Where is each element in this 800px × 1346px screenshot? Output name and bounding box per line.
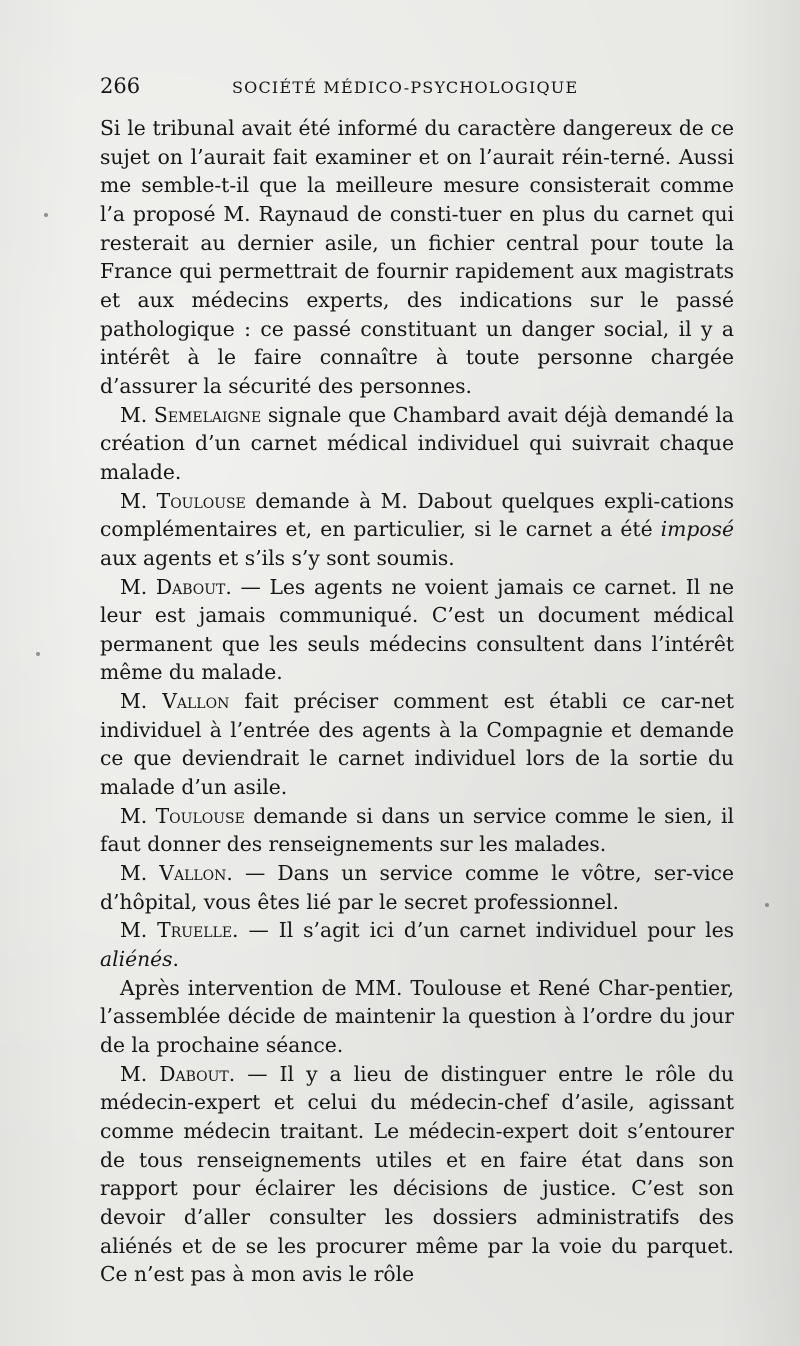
paragraph-text: . xyxy=(172,947,179,972)
emphasis-text: aliénés xyxy=(100,947,173,972)
paragraph-text: Après intervention de MM. Toulouse et René Char-pentier, l’assemblée décide de maintenir la question à l’ordre du jour de la prochaine séance. xyxy=(100,975,734,1057)
ink-speck xyxy=(44,213,48,217)
ink-speck xyxy=(765,903,769,907)
paragraph-text: — Il s’agit ici d’un carnet individuel pour les xyxy=(238,918,734,943)
paragraph xyxy=(100,401,734,487)
running-title: SOCIÉTÉ MÉDICO-PSYCHOLOGIQUE xyxy=(232,78,579,97)
speaker-name: M. Dabout. xyxy=(120,574,232,599)
paragraph-text: demande à M. Dabout quelques expli-cations complémentaires et, en particulier, si le carnet a été xyxy=(100,488,734,542)
running-head xyxy=(100,74,734,104)
paragraph xyxy=(100,974,734,1060)
paragraph xyxy=(100,114,734,401)
paragraph-text: — Dans un service comme le vôtre, ser-vice d’hôpital, vous êtes lié par le secret professionnel. xyxy=(100,861,734,914)
ink-speck xyxy=(36,652,40,656)
paragraph-text: demande si dans un service comme le sien, il faut donner des renseignements sur les malades. xyxy=(100,803,734,857)
speaker-name: M. Dabout. xyxy=(120,1061,236,1086)
paragraph-text: — Les agents ne voient jamais ce carnet. Il ne leur est jamais communiqué. C’est un document médical permanent que les seuls médecins consultent dans l’intérêt même du malade. xyxy=(100,574,735,685)
paragraph xyxy=(100,487,734,573)
page-number: 266 xyxy=(100,74,141,98)
paragraph-text: signale que Chambard avait déjà demandé la création d’un carnet médical individuel qui suivrait chaque malade. xyxy=(100,402,734,484)
speaker-name: M. Toulouse xyxy=(120,488,246,513)
paragraph xyxy=(100,859,734,916)
paragraph-text: — Il y a lieu de distinguer entre le rôle du médecin-expert et celui du médecin-chef d’asile, agissant comme médecin traitant. Le médecin-expert doit s’entourer de tous renseignements utiles et en faire état dans son rapport pour éclairer les décisions de justice. C’est son devoir d’aller consulter les dossiers administratifs des aliénés et de se les procurer même par la voie du parquet. Ce n’est pas à mon avis le rôle xyxy=(100,1061,734,1287)
book-page xyxy=(100,74,734,1289)
emphasis-text: imposé xyxy=(660,517,734,542)
paragraph xyxy=(100,916,734,973)
paragraph-text: fait préciser comment est établi ce car-net individuel à l’entrée des agents à la Compagnie et demande ce que deviendrait le carnet individuel lors de la sortie du malade d’un asile. xyxy=(100,689,734,800)
paragraph xyxy=(100,687,734,802)
paragraph xyxy=(100,802,734,859)
speaker-name: M. Vallon xyxy=(120,689,230,714)
speaker-name: M. Truelle. xyxy=(120,918,239,943)
speaker-name: M. Semelaigne xyxy=(120,402,262,427)
body-text xyxy=(100,114,734,1289)
speaker-name: M. Vallon. xyxy=(120,861,233,886)
paragraph xyxy=(100,573,734,688)
paragraph-text: Si le tribunal avait été informé du caractère dangereux de ce sujet on l’aurait fait examiner et on l’aurait réin-terné. Aussi me semble-t-il que la meilleure mesure consisterait comme l’a proposé M. Raynaud de consti-tuer en plus du carnet qui resterait au dernier asile, un fichier central pour toute la France qui permettrait de fournir rapidement aux magistrats et aux médecins experts, des indications sur le passé pathologique : ce passé constituant un danger social, il y a intérêt à le faire connaître à toute personne chargée d’assurer la sécurité des personnes. xyxy=(100,116,734,398)
paragraph xyxy=(100,1060,734,1289)
speaker-name: M. Toulouse xyxy=(120,803,245,828)
paragraph-text: aux agents et s’ils s’y sont soumis. xyxy=(100,545,455,570)
